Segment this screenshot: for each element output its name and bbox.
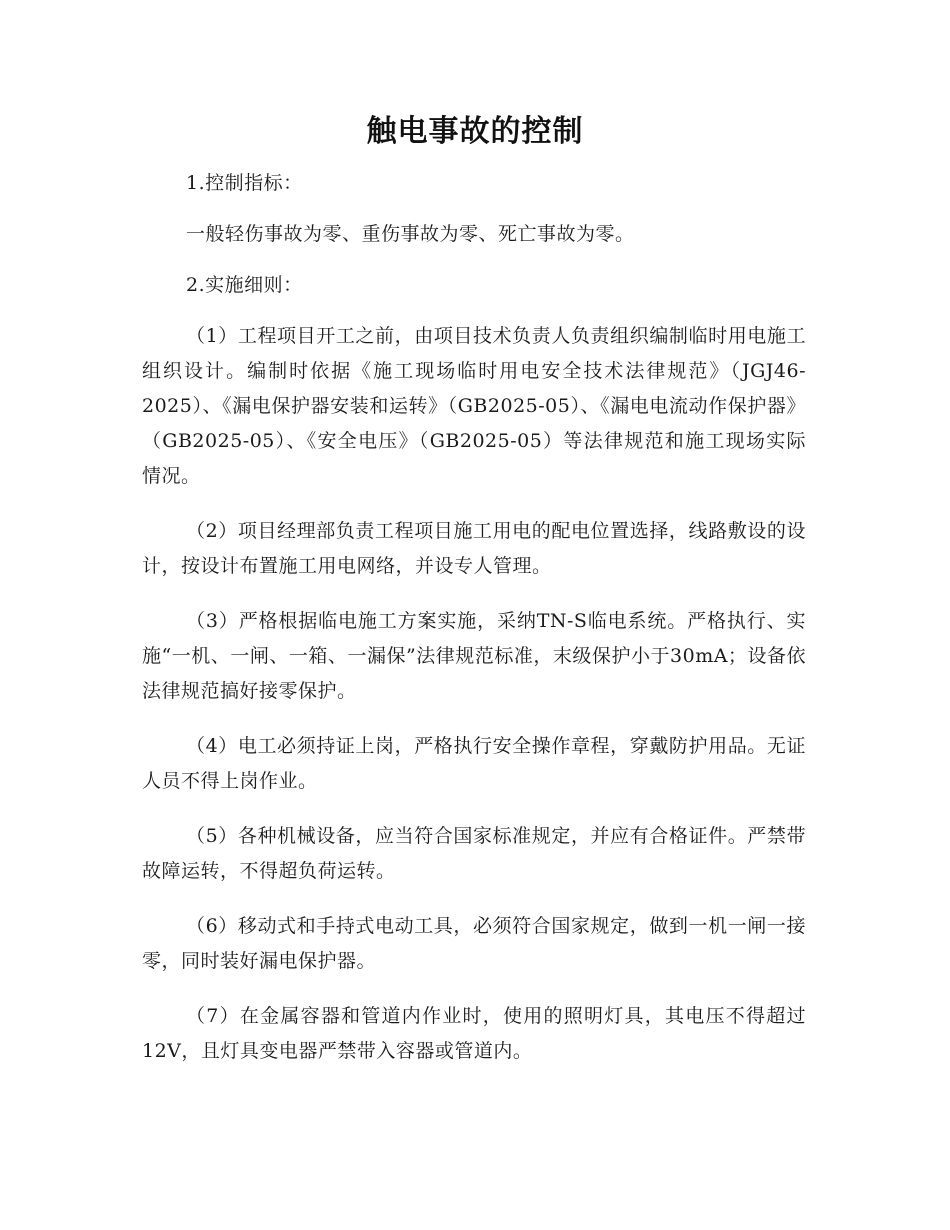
rule-paragraph-7: （7）在金属容器和管道内作业时，使用的照明灯具，其电压不得超过12V，且灯具变电器严禁带入容器或管道内。 — [142, 1005, 806, 1062]
document-title: 触电事故的控制 — [366, 114, 584, 149]
rule-paragraph-1: （1）工程项目开工之前，由项目技术负责人负责组织编制临时用电施工组织设计。编制时依据《施工现场临时用电安全技术法律规范》（JGJ46-2025）、《漏电保护器安装和运转》（GB2025-05）、《漏电电流动作保护器》（GB2025-05）、《安全电压》（GB2025-05）等法律规范和施工现场实际情况。 — [142, 325, 806, 487]
rule-paragraph-3: （3）严格根据临电施工方案实施，采纳TN-S临电系统。严格执行、实施“一机、一闸、一箱、一漏保”法律规范标准，末级保护小于30mA；设备依法律规范搞好接零保护。 — [142, 610, 806, 702]
rule-paragraph-6: （6）移动式和手持式电动工具，必须符合国家规定，做到一机一闸一接零，同时装好漏电保护器。 — [142, 915, 806, 972]
rule-paragraph-5: （5）各种机械设备，应当符合国家标准规定，并应有合格证件。严禁带故障运转，不得超负荷运转。 — [142, 825, 806, 882]
control-index-text: 一般轻伤事故为零、重伤事故为零、死亡事故为零。 — [186, 223, 635, 245]
rule-paragraph-2: （2）项目经理部负责工程项目施工用电的配电位置选择，线路敷设的设计，按设计布置施工用电网络，并设专人管理。 — [142, 520, 806, 577]
document-body — [142, 166, 806, 1089]
rule-paragraph-4: （4）电工必须持证上岗，严格执行安全操作章程，穿戴防护用品。无证人员不得上岗作业。 — [142, 735, 806, 792]
section-heading-control-index: 1.控制指标： — [186, 172, 303, 194]
section-heading-implementation: 2.实施细则： — [186, 274, 303, 296]
